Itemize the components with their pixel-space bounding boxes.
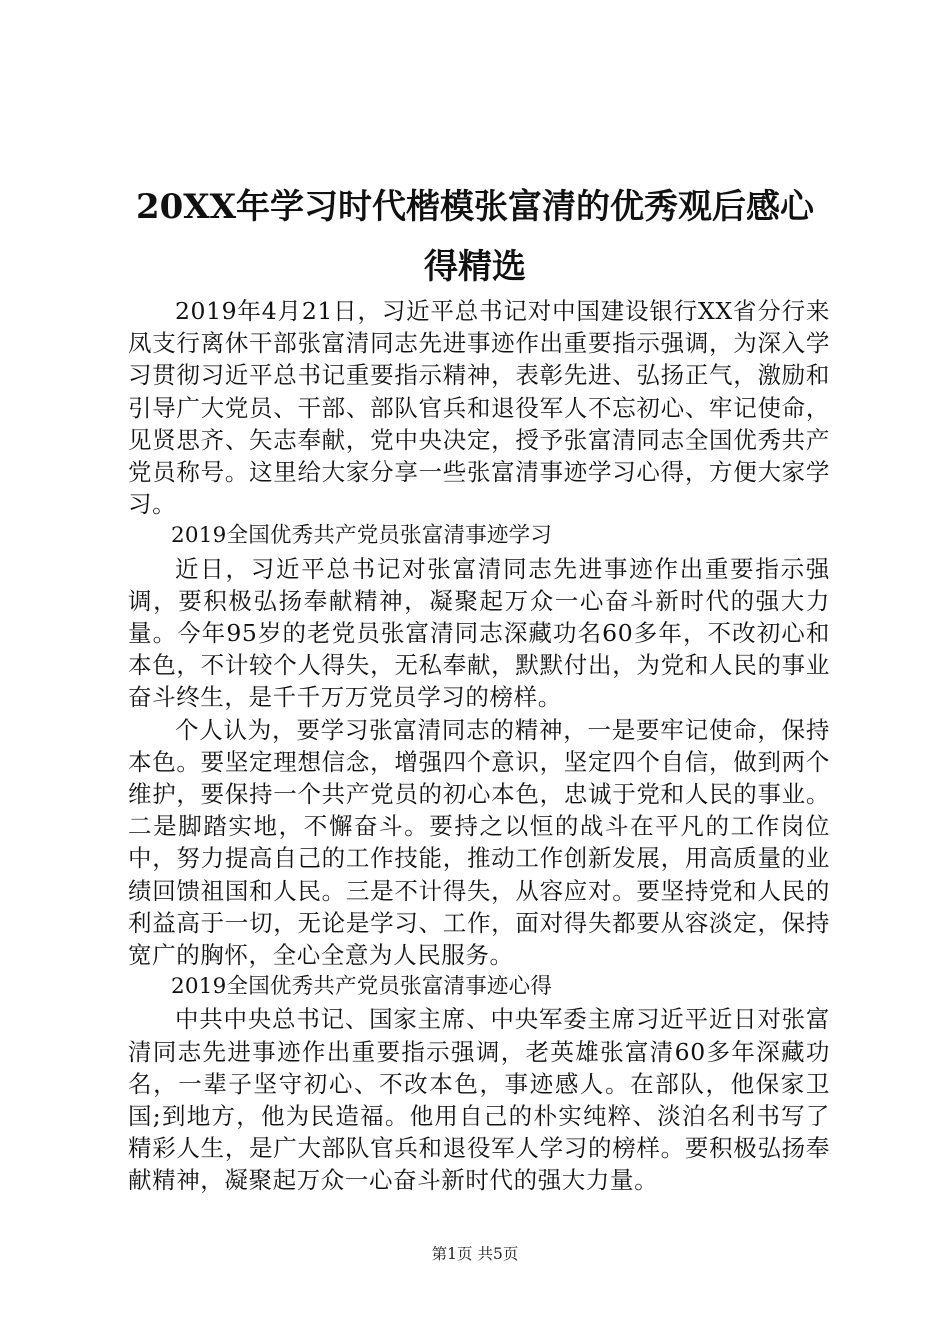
body-paragraph: 中共中央总书记、国家主席、中央军委主席习近平近日对张富清同志先进事迹作出重要指示强调，老英雄张富清60多年深藏功名，一辈子坚守初心、不改本色，事迹感人。在部队，他保家卫国;到地方，他为民造福。他用自己的朴实纯粹、淡泊名利书写了精彩人生，是广大部队官兵和退役军人学习的榜样。要积极弘扬奉献精神，凝聚起万众一心奋斗新时代的强大力量。 [128, 1005, 830, 1195]
body-paragraph: 个人认为，要学习张富清同志的精神，一是要牢记使命，保持本色。要坚定理想信念，增强四个意识，坚定四个自信，做到两个维护，要保持一个共产党员的初心本色，忠诚于党和人民的事业。二是脚踏实地，不懈奋斗。要持之以恒的战斗在平凡的工作岗位中，努力提高自己的工作技能，推动工作创新发展，用高质量的业绩回馈祖国和人民。三是不计得失，从容应对。要坚持党和人民的利益高于一切，无论是学习、工作，面对得失都要从容淡定，保持宽广的胸怀，全心全意为人民服务。 [128, 715, 830, 970]
document-body [128, 295, 830, 1197]
body-paragraph: 近日，习近平总书记对张富清同志先进事迹作出重要指示强调，要积极弘扬奉献精神，凝聚起万众一心奋斗新时代的强大力量。今年95岁的老党员张富清同志深藏功名60多年，不改初心和本色，不计较个人得失，无私奉献，默默付出，为党和人民的事业奋斗终生，是千千万万党员学习的榜样。 [128, 554, 830, 712]
section-heading-reflection: 2019全国优秀共产党员张富清事迹心得 [171, 974, 553, 1000]
document-title-line-1: 20XX年学习时代楷模张富清的优秀观后感心 [135, 187, 815, 227]
section-heading-study: 2019全国优秀共产党员张富清事迹学习 [171, 523, 553, 549]
document-title-line-2: 得精选 [424, 247, 526, 287]
intro-paragraph: 2019年4月21日，习近平总书记对中国建设银行XX省分行来凤支行离休干部张富清同志先进事迹作出重要指示强调，为深入学习贯彻习近平总书记重要指示精神，表彰先进、弘扬正气，激励和引导广大党员、干部、部队官兵和退役军人不忘初心、牢记使命，见贤思齐、矢志奉献，党中央决定，授予张富清同志全国优秀共产党员称号。这里给大家分享一些张富清事迹学习心得，方便大家学习。 [128, 297, 830, 519]
page-footer: 第1页 共5页 [431, 1245, 519, 1263]
